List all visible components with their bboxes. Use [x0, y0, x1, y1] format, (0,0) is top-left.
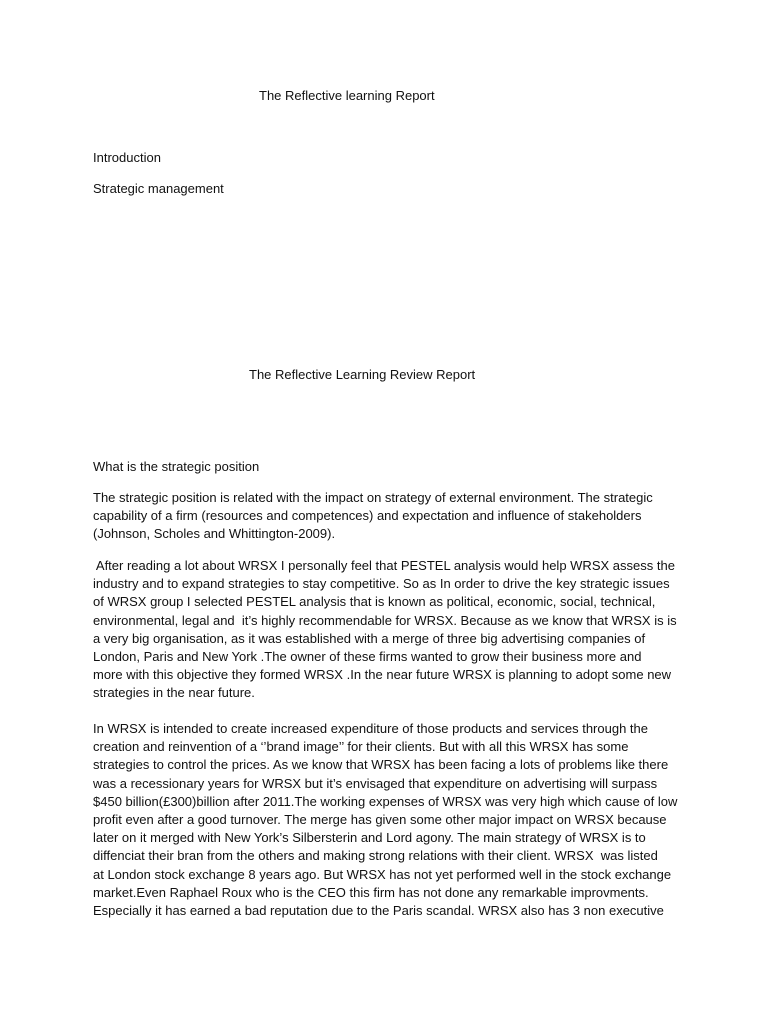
paragraph-line: capability of a firm (resources and competences) and expectation and influence of stakeholders: [93, 508, 642, 524]
paragraph-line: London, Paris and New York .The owner of these firms wanted to grow their business more and: [93, 649, 642, 665]
paragraph-line: (Johnson, Scholes and Whittington-2009).: [93, 526, 336, 542]
paragraph-2: [93, 557, 677, 703]
review-report-title: The Reflective Learning Review Report: [249, 367, 476, 382]
document-title: The Reflective learning Report: [259, 88, 435, 103]
paragraph-line: strategies to control the prices. As we know that WRSX has been facing a lots of problems like there: [93, 757, 669, 773]
paragraph-line: industry and to expand strategies to stay competitive. So as In order to drive the key strategic issues: [93, 576, 670, 592]
paragraph-line: later on it merged with New York’s Silbersterin and Lord agony. The main strategy of WRSX is to: [93, 830, 646, 846]
paragraph-line: The strategic position is related with the impact on strategy of external environment. The strategic: [93, 490, 653, 505]
paragraph-line: was a recessionary years for WRSX but it’s envisaged that expenditure on advertising will surpass: [93, 775, 658, 791]
introduction-heading: Introduction: [93, 150, 161, 165]
paragraph-line: more with this objective they formed WRSX .In the near future WRSX is planning to adopt some new: [93, 667, 672, 683]
paragraph-3: [93, 720, 678, 920]
paragraph-line: environmental, legal and it’s highly recommendable for WRSX. Because as we know that WRSX is is: [93, 612, 677, 628]
paragraph-line: Especially it has earned a bad reputation due to the Paris scandal. WRSX also has 3 non executive: [93, 903, 664, 919]
paragraph-line: After reading a lot about WRSX I personally feel that PESTEL analysis would help WRSX assess the: [93, 558, 675, 573]
section-heading: What is the strategic position: [93, 459, 260, 474]
paragraph-line: In WRSX is intended to create increased expenditure of those products and services through the: [93, 721, 648, 736]
strategic-management-heading: Strategic management: [93, 181, 224, 196]
paragraph-line: diffenciat their bran from the others and making strong relations with their client. WRSX was listed: [93, 848, 658, 864]
paragraph-line: a very big organisation, as it was established with a merge of three big advertising companies of: [93, 630, 646, 646]
paragraph-line: creation and reinvention of a ‘’brand image’’ for their clients. But with all this WRSX has some: [93, 739, 629, 755]
paragraph-line: $450 billion(£300)billion after 2011.The working expenses of WRSX was very high which cause of low: [93, 793, 678, 809]
paragraph-line: profit even after a good turnover. The merge has given some other major impact on WRSX because: [93, 812, 667, 828]
paragraph-line: strategies in the near future.: [93, 685, 255, 701]
paragraph-1: [93, 489, 668, 544]
paragraph-line: at London stock exchange 8 years ago. But WRSX has not yet performed well in the stock exchange: [93, 866, 672, 882]
paragraph-line: market.Even Raphael Roux who is the CEO this firm has not done any remarkable improvments.: [93, 884, 649, 900]
paragraph-line: of WRSX group I selected PESTEL analysis that is known as political, economic, social, technical,: [93, 594, 656, 610]
